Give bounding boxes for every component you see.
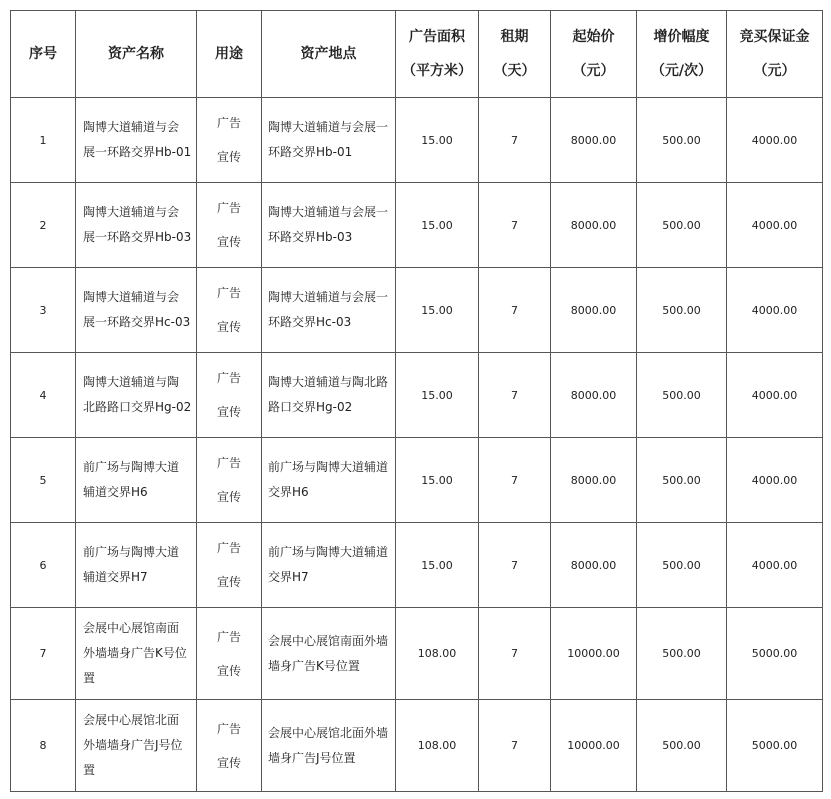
use-line: 宣传 <box>216 235 241 249</box>
cell-use <box>197 353 262 438</box>
cell-term: 7 <box>479 608 551 700</box>
table-row <box>11 98 823 183</box>
cell-location <box>262 608 396 700</box>
cell-area: 108.00 <box>396 700 479 792</box>
cell-area: 108.00 <box>396 608 479 700</box>
location-line: 环路交界Hb-01 <box>268 145 353 159</box>
cell-deposit: 4000.00 <box>727 353 823 438</box>
cell-deposit: 4000.00 <box>727 183 823 268</box>
cell-deposit: 4000.00 <box>727 98 823 183</box>
name-line: 陶博大道辅道与会 <box>83 205 180 219</box>
name-line: 辅道交界H7 <box>83 570 148 584</box>
location-line: 陶博大道辅道与会展一 <box>268 120 389 134</box>
name-line: 前广场与陶博大道 <box>83 460 180 474</box>
cell-location <box>262 438 396 523</box>
cell-increment: 500.00 <box>637 353 727 438</box>
header-increment: 增价幅度 （元/次） <box>637 11 727 98</box>
cell-asset-name <box>76 183 197 268</box>
cell-use <box>197 438 262 523</box>
name-line: 会展中心展馆南面 <box>83 621 180 635</box>
cell-area: 15.00 <box>396 523 479 608</box>
cell-start-price: 8000.00 <box>551 523 637 608</box>
location-line: 前广场与陶博大道辅道 <box>268 460 389 474</box>
location-line: 墙身广告K号位置 <box>268 658 360 673</box>
location-line: 墙身广告J号位置 <box>268 750 356 765</box>
location-line: 陶博大道辅道与会展一 <box>268 205 389 219</box>
cell-increment: 500.00 <box>637 523 727 608</box>
cell-term: 7 <box>479 438 551 523</box>
table-row <box>11 183 823 268</box>
use-line: 广告 <box>216 201 241 215</box>
cell-start-price: 8000.00 <box>551 98 637 183</box>
name-line: 展一环路交界Hb-03 <box>83 230 192 244</box>
use-line: 广告 <box>216 541 241 555</box>
cell-deposit: 4000.00 <box>727 268 823 353</box>
cell-no: 2 <box>11 183 76 268</box>
cell-start-price: 8000.00 <box>551 268 637 353</box>
location-line: 会展中心展馆南面外墙 <box>268 633 389 648</box>
cell-deposit: 4000.00 <box>727 523 823 608</box>
location-line: 交界H6 <box>268 485 309 499</box>
cell-no: 3 <box>11 268 76 353</box>
name-line: 外墙墙身广告K号位 <box>83 646 187 660</box>
use-line: 宣传 <box>216 405 241 419</box>
table-row <box>11 353 823 438</box>
header-use: 用途 <box>197 11 262 98</box>
name-line: 展一环路交界Hb-01 <box>83 145 192 159</box>
cell-area: 15.00 <box>396 98 479 183</box>
use-line: 广告 <box>216 116 241 130</box>
header-term: 租期 （天） <box>479 11 551 98</box>
cell-deposit: 4000.00 <box>727 438 823 523</box>
use-line: 广告 <box>216 629 241 644</box>
name-line: 陶博大道辅道与会 <box>83 290 180 304</box>
cell-no: 7 <box>11 608 76 700</box>
location-line: 环路交界Hb-03 <box>268 230 353 244</box>
cell-term: 7 <box>479 700 551 792</box>
cell-start-price: 10000.00 <box>551 700 637 792</box>
cell-use <box>197 700 262 792</box>
cell-area: 15.00 <box>396 183 479 268</box>
cell-asset-name <box>76 700 197 792</box>
name-line: 展一环路交界Hc-03 <box>83 315 191 329</box>
cell-use <box>197 608 262 700</box>
header-location: 资产地点 <box>262 11 396 98</box>
name-line: 置 <box>83 763 96 777</box>
cell-start-price: 8000.00 <box>551 353 637 438</box>
use-line: 广告 <box>216 371 241 385</box>
use-line: 广告 <box>216 721 241 736</box>
cell-term: 7 <box>479 353 551 438</box>
use-line: 宣传 <box>216 320 241 334</box>
table-row <box>11 268 823 353</box>
header-row <box>11 11 823 98</box>
cell-no: 1 <box>11 98 76 183</box>
location-line: 陶博大道辅道与会展一 <box>268 290 389 304</box>
cell-start-price: 8000.00 <box>551 183 637 268</box>
use-line: 宣传 <box>216 755 241 770</box>
cell-use <box>197 268 262 353</box>
header-area: 广告面积 （平方米） <box>396 11 479 98</box>
cell-location <box>262 98 396 183</box>
location-line: 前广场与陶博大道辅道 <box>268 545 389 559</box>
location-line: 陶博大道辅道与陶北路 <box>268 375 389 389</box>
header-no: 序号 <box>11 11 76 98</box>
cell-location <box>262 183 396 268</box>
cell-increment: 500.00 <box>637 98 727 183</box>
use-line: 宣传 <box>216 663 241 678</box>
cell-no: 6 <box>11 523 76 608</box>
name-line: 陶博大道辅道与陶 <box>83 375 180 389</box>
cell-start-price: 8000.00 <box>551 438 637 523</box>
cell-increment: 500.00 <box>637 700 727 792</box>
name-line: 前广场与陶博大道 <box>83 545 180 559</box>
cell-deposit: 5000.00 <box>727 608 823 700</box>
cell-area: 15.00 <box>396 268 479 353</box>
cell-location <box>262 700 396 792</box>
cell-asset-name <box>76 523 197 608</box>
cell-asset-name <box>76 438 197 523</box>
cell-use <box>197 183 262 268</box>
header-start-price: 起始价 （元） <box>551 11 637 98</box>
cell-area: 15.00 <box>396 438 479 523</box>
cell-asset-name <box>76 268 197 353</box>
name-line: 外墙墙身广告J号位 <box>83 738 183 752</box>
table-row <box>11 438 823 523</box>
cell-increment: 500.00 <box>637 183 727 268</box>
location-line: 交界H7 <box>268 570 309 584</box>
cell-term: 7 <box>479 268 551 353</box>
table-row <box>11 523 823 608</box>
cell-asset-name <box>76 353 197 438</box>
name-line: 会展中心展馆北面 <box>83 713 180 727</box>
cell-no: 4 <box>11 353 76 438</box>
header-deposit: 竞买保证金 （元） <box>727 11 823 98</box>
asset-table <box>10 10 823 792</box>
name-line: 置 <box>83 671 96 685</box>
header-name: 资产名称 <box>76 11 197 98</box>
name-line: 陶博大道辅道与会 <box>83 120 180 134</box>
cell-increment: 500.00 <box>637 608 727 700</box>
cell-location <box>262 523 396 608</box>
cell-location <box>262 353 396 438</box>
cell-increment: 500.00 <box>637 438 727 523</box>
cell-no: 5 <box>11 438 76 523</box>
table-row <box>11 608 823 700</box>
cell-term: 7 <box>479 98 551 183</box>
cell-area: 15.00 <box>396 353 479 438</box>
cell-term: 7 <box>479 183 551 268</box>
cell-deposit: 5000.00 <box>727 700 823 792</box>
cell-asset-name <box>76 98 197 183</box>
use-line: 宣传 <box>216 575 241 589</box>
cell-increment: 500.00 <box>637 268 727 353</box>
name-line: 北路路口交界Hg-02 <box>83 400 192 414</box>
cell-start-price: 10000.00 <box>551 608 637 700</box>
use-line: 广告 <box>216 286 241 300</box>
cell-term: 7 <box>479 523 551 608</box>
location-line: 环路交界Hc-03 <box>268 315 352 329</box>
use-line: 广告 <box>216 456 241 470</box>
cell-use <box>197 523 262 608</box>
cell-asset-name <box>76 608 197 700</box>
cell-no: 8 <box>11 700 76 792</box>
table-row <box>11 700 823 792</box>
table-body <box>11 98 823 792</box>
use-line: 宣传 <box>216 490 241 504</box>
cell-location <box>262 268 396 353</box>
location-line: 会展中心展馆北面外墙 <box>268 725 389 740</box>
location-line: 路口交界Hg-02 <box>268 400 353 414</box>
use-line: 宣传 <box>216 150 241 164</box>
name-line: 辅道交界H6 <box>83 485 148 499</box>
cell-use <box>197 98 262 183</box>
